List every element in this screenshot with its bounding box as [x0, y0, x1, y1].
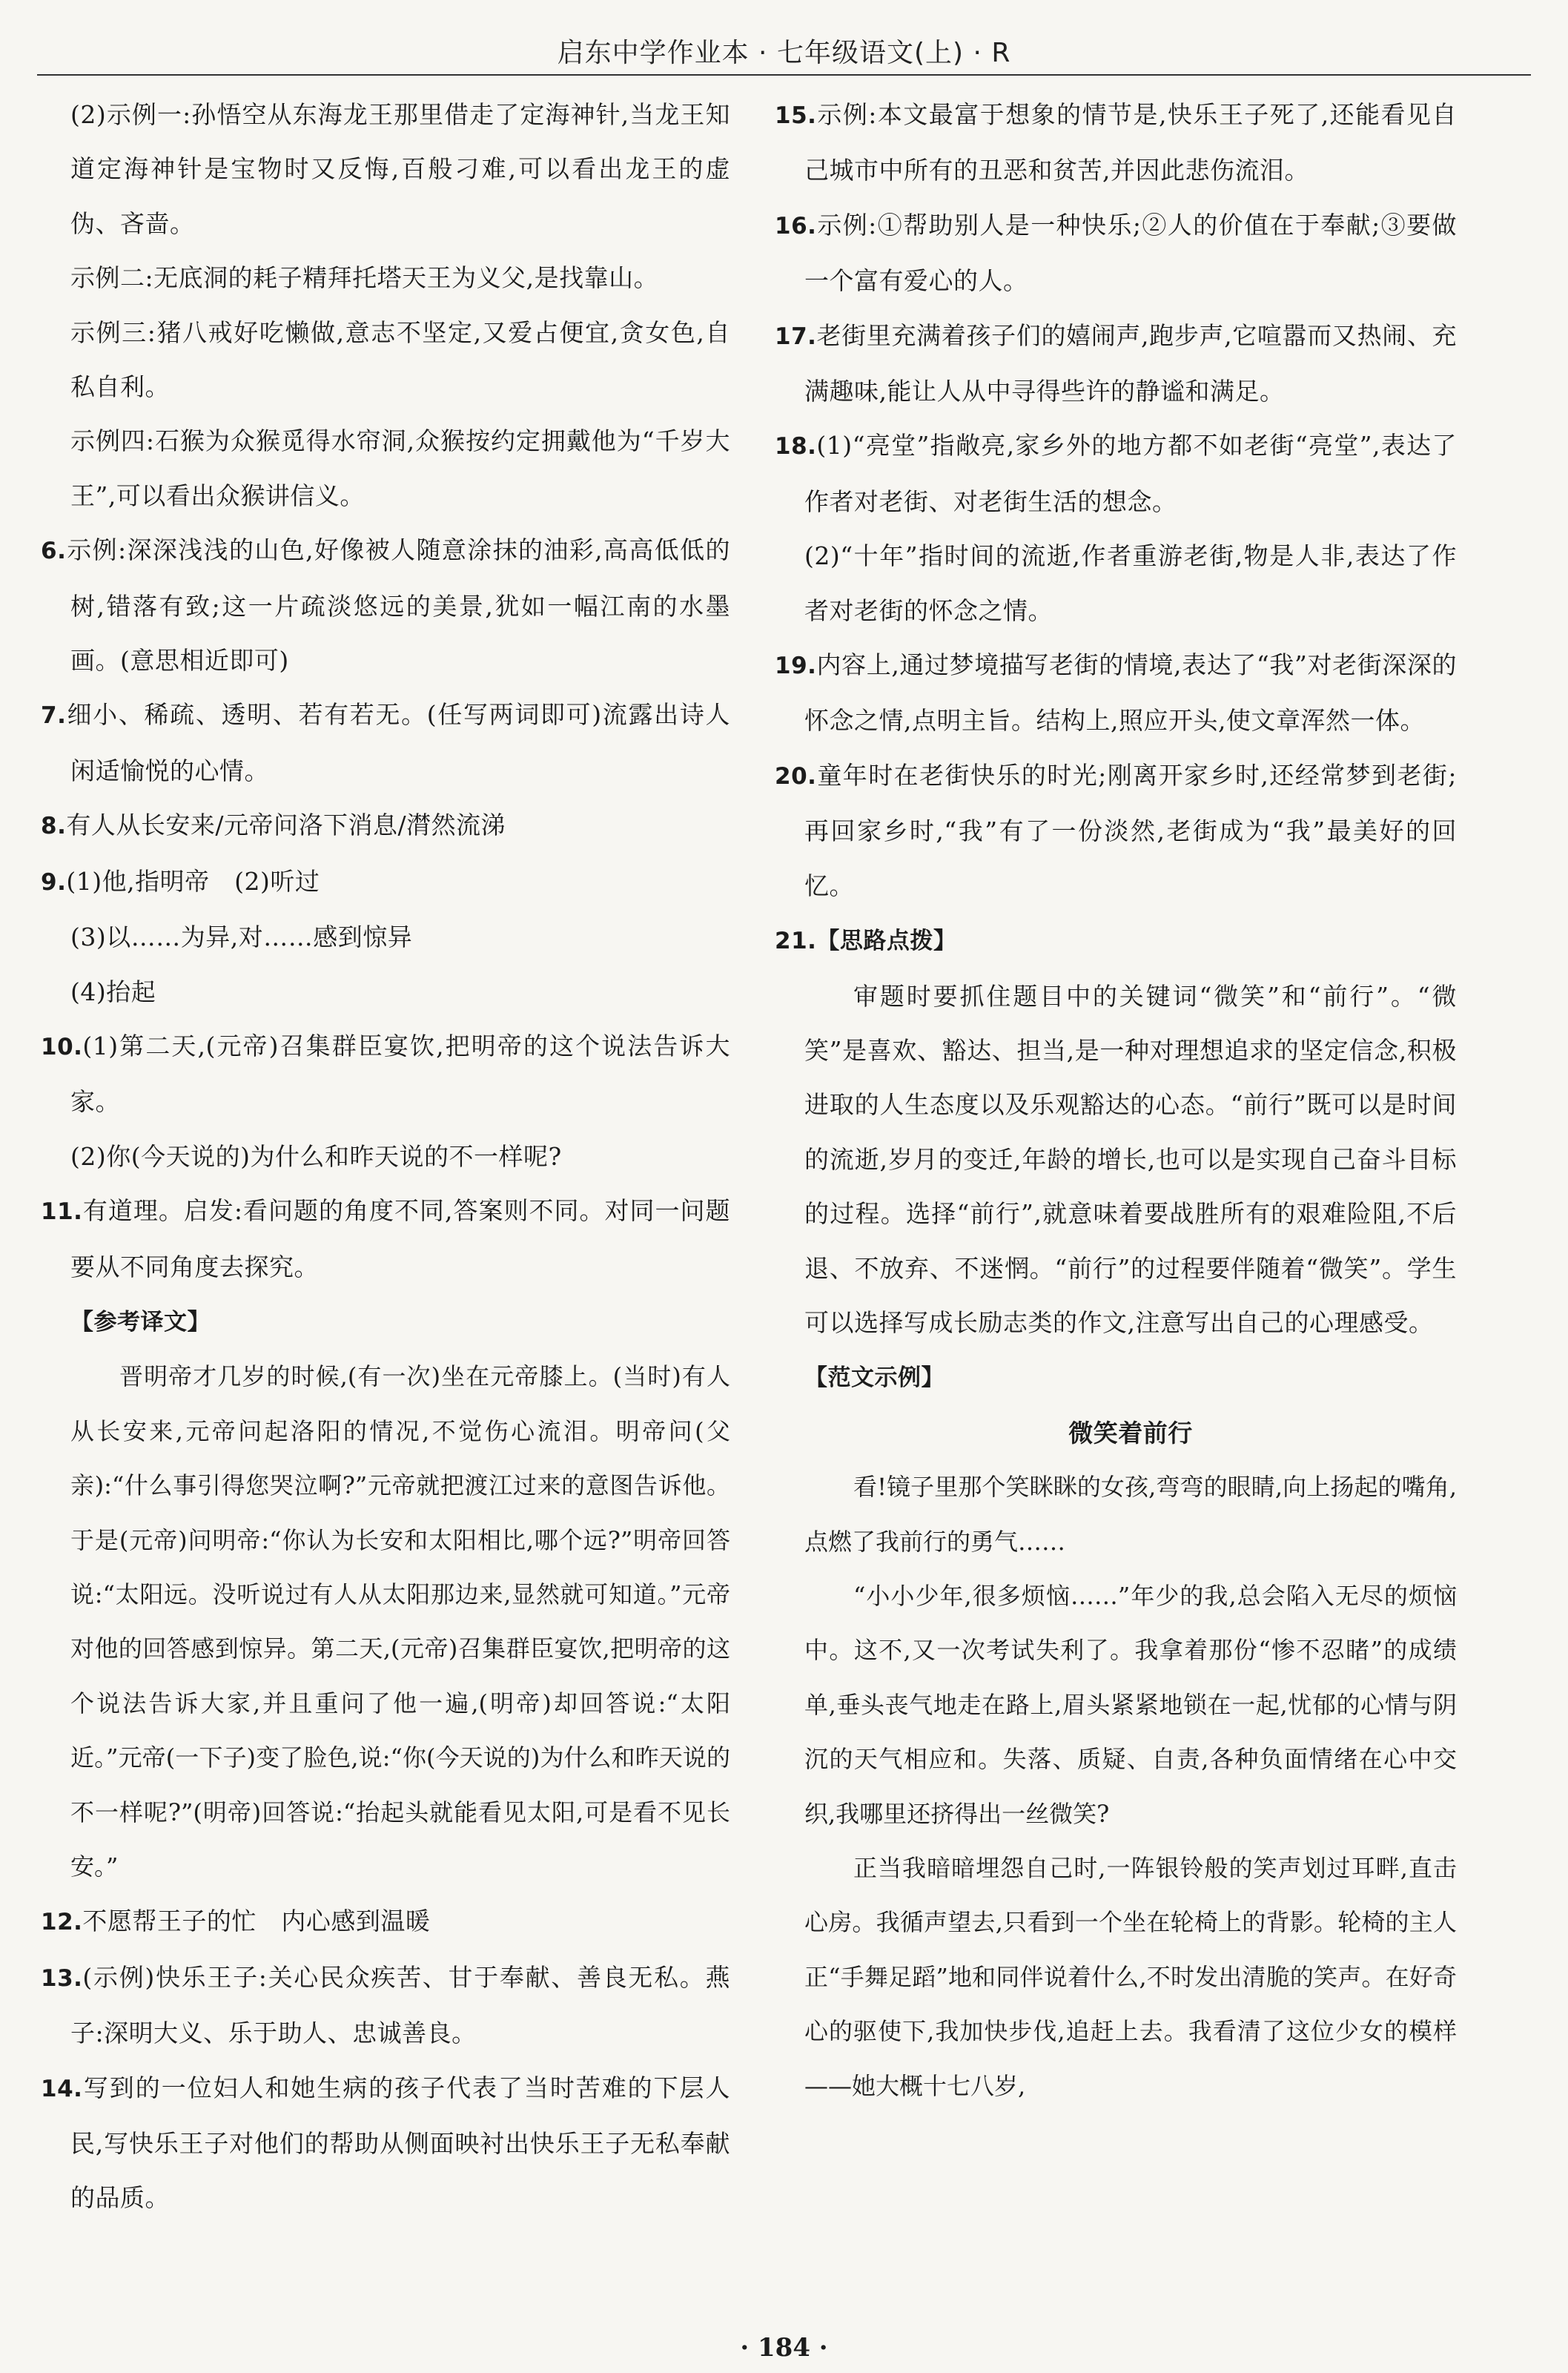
right-paragraph	[775, 1569, 1457, 1841]
question-number: 11.	[41, 1198, 83, 1226]
paragraph-text: 童年时在老街快乐的时光;刚离开家乡时,还经常梦到老街;再回家乡时,“我”有了一份淡然,老街成为“我”最美好的回忆。	[804, 760, 1457, 900]
left-paragraph	[41, 687, 730, 798]
paragraph-text: 细小、稀疏、透明、若有若无。(任写两词即可)流露出诗人闲适愉悦的心情。	[66, 700, 730, 785]
right-paragraph	[775, 308, 1457, 419]
paragraph-text: (2)“十年”指时间的流逝,作者重游老街,物是人非,表达了作者对老街的怀念之情。	[804, 541, 1457, 625]
question-number: 20.	[775, 762, 817, 790]
right-paragraph	[775, 1460, 1457, 1569]
section-tag: 【思路点拨】	[816, 928, 957, 955]
left-paragraph	[41, 854, 730, 910]
right-paragraph	[775, 1350, 1457, 1405]
question-number: 18.	[775, 433, 817, 461]
left-paragraph	[41, 523, 730, 687]
paragraph-text: 微笑着前行	[1068, 1418, 1193, 1448]
question-number: 6.	[41, 538, 67, 565]
left-paragraph	[41, 1184, 730, 1294]
question-number: 21.	[775, 928, 817, 955]
paragraph-text: (1)他,指明帝 (2)听过	[66, 866, 320, 896]
left-paragraph	[41, 2061, 730, 2225]
paragraph-text: (4)抬起	[70, 977, 156, 1006]
page-number: · 184 ·	[740, 2333, 828, 2363]
question-number: 15.	[775, 102, 817, 129]
right-paragraph	[775, 748, 1457, 913]
paragraph-text: (2)你(今天说的)为什么和昨天说的不一样呢?	[70, 1141, 562, 1171]
left-paragraph	[41, 1294, 730, 1350]
paragraph-text: (2)示例一:孙悟空从东海龙王那里借走了定海神针,当龙王知道定海神针是宝物时又反悔,百般刁难,可以看出龙王的虚伪、吝啬。	[70, 100, 730, 238]
question-number: 12.	[41, 1909, 83, 1936]
right-paragraph	[775, 1406, 1457, 1460]
left-paragraph	[41, 910, 730, 964]
paragraph-text: (1)“亮堂”指敞亮,家乡外的地方都不如老街“亮堂”,表达了作者对老街、对老街生活的想念。	[804, 431, 1457, 516]
paragraph-text: 写到的一位妇人和她生病的孩子代表了当时苦难的下层人民,写快乐王子对他们的帮助从侧面映衬出快乐王子无私奉献的品质。	[70, 2073, 730, 2213]
question-number: 17.	[775, 323, 817, 350]
right-paragraph	[775, 529, 1457, 638]
question-number: 10.	[41, 1033, 83, 1060]
right-paragraph	[775, 969, 1457, 1350]
right-paragraph	[775, 913, 1457, 968]
question-number: 8.	[41, 813, 67, 840]
right-paragraph	[775, 1841, 1457, 2113]
question-number: 13.	[41, 1964, 83, 1992]
paragraph-text: 示例:本文最富于想象的情节是,快乐王子死了,还能看见自己城市中所有的丑恶和贫苦,并因此悲伤流泪。	[804, 100, 1457, 185]
section-tag: 【参考译文】	[70, 1308, 211, 1336]
left-paragraph	[41, 798, 730, 854]
left-paragraph	[41, 1894, 730, 1950]
paragraph-text: 示例四:石猴为众猴觅得水帘洞,众猴按约定拥戴他为“千岁大王”,可以看出众猴讲信义。	[70, 426, 730, 510]
left-paragraph	[41, 414, 730, 523]
left-paragraph	[41, 306, 730, 415]
question-number: 7.	[41, 702, 67, 730]
left-paragraph	[41, 1019, 730, 1129]
section-tag: 【范文示例】	[804, 1364, 945, 1392]
left-paragraph	[41, 251, 730, 305]
left-column	[41, 88, 730, 2225]
paragraph-text: 老街里充满着孩子们的嬉闹声,跑步声,它喧嚣而又热闹、充满趣味,能让人从中寻得些许的静谧和满足。	[804, 320, 1457, 406]
paragraph-text: 正当我暗暗埋怨自己时,一阵银铃般的笑声划过耳畔,直击心房。我循声望去,只看到一个坐在轮椅上的背影。轮椅的主人正“手舞足蹈”地和同伴说着什么,不时发出清脆的笑声。在好奇心的驱使下,我加快步伐,追赶上去。我看清了这位少女的模样——她大概十七八岁,	[804, 1854, 1457, 2100]
question-number: 19.	[775, 653, 817, 680]
paragraph-text: 审题时要抓住题目中的关键词“微笑”和“前行”。“微笑”是喜欢、豁达、担当,是一种对理想追求的坚定信念,积极进取的人生态度以及乐观豁达的心态。“前行”既可以是时间的流逝,岁月的变迁,年龄的增长,也可以是实现自己奋斗目标的过程。选择“前行”,就意味着要战胜所有的艰难险阻,不后退、不放弃、不迷惘。“前行”的过程要伴随着“微笑”。学生可以选择写成长励志类的作文,注意写出自己的心理感受。	[804, 981, 1457, 1337]
paragraph-text: 示例三:猪八戒好吃懒做,意志不坚定,又爱占便宜,贪女色,自私自利。	[70, 317, 730, 402]
question-number: 9.	[41, 868, 67, 896]
left-paragraph	[41, 88, 730, 251]
paragraph-text: 有人从长安来/元帝问洛下消息/潸然流涕	[66, 811, 506, 840]
paragraph-text: 示例:①帮助别人是一种快乐;②人的价值在于奉献;③要做一个富有爱心的人。	[804, 210, 1457, 296]
page-header: 启东中学作业本 · 七年级语文(上) · R	[557, 38, 1011, 68]
right-paragraph	[775, 198, 1457, 308]
question-number: 14.	[41, 2075, 83, 2102]
right-paragraph	[775, 638, 1457, 748]
paragraph-text: 不愿帮王子的忙 内心感到温暖	[82, 1907, 431, 1936]
paragraph-text: (1)第二天,(元帝)召集群臣宴饮,把明帝的这个说法告诉大家。	[70, 1031, 730, 1117]
paragraph-text: (3)以……为异,对……感到惊异	[70, 923, 413, 952]
right-paragraph	[775, 88, 1457, 198]
paragraph-text: 晋明帝才几岁的时候,(有一次)坐在元帝膝上。(当时)有人从长安来,元帝问起洛阳的情况,不觉伤心流泪。明帝问(父亲):“什么事引得您哭泣啊?”元帝就把渡江过来的意图告诉他。于是(元帝)问明帝:“你认为长安和太阳相比,哪个远?”明帝回答说:“太阳远。没听说过有人从太阳那边来,显然就可知道。”元帝对他的回答感到惊异。第二天,(元帝)召集群臣宴饮,把明帝的这个说法告诉大家,并且重问了他一遍,(明帝)却回答说:“太阳近。”元帝(一下子)变了脸色,说:“你(今天说的)为什么和昨天说的不一样呢?”(明帝)回答说:“抬起头就能看见太阳,可是看不见长安。”	[70, 1362, 730, 1881]
header-rule	[37, 74, 1531, 76]
paragraph-text: 示例二:无底洞的耗子精拜托塔天王为义父,是找靠山。	[70, 263, 659, 293]
paragraph-text: 示例:深深浅浅的山色,好像被人随意涂抹的油彩,高高低低的树,错落有致;这一片疏淡悠远的美景,犹如一幅江南的水墨画。(意思相近即可)	[66, 535, 730, 676]
question-number: 16.	[775, 212, 817, 240]
right-paragraph	[775, 418, 1457, 529]
left-paragraph	[41, 1129, 730, 1184]
paragraph-text: 看!镜子里那个笑眯眯的女孩,弯弯的眼睛,向上扬起的嘴角,点燃了我前行的勇气……	[804, 1473, 1457, 1556]
paragraph-text: 有道理。启发:看问题的角度不同,答案则不同。对同一问题要从不同角度去探究。	[70, 1196, 730, 1281]
paragraph-text: (示例)快乐王子:关心民众疾苦、甘于奉献、善良无私。燕子:深明大义、乐于助人、忠诚善良。	[70, 1962, 730, 2048]
right-column	[775, 88, 1457, 2113]
left-paragraph	[41, 965, 730, 1019]
left-paragraph	[41, 1950, 730, 2061]
left-paragraph	[41, 1350, 730, 1894]
paragraph-text: “小小少年,很多烦恼……”年少的我,总会陷入无尽的烦恼中。这不,又一次考试失利了。我拿着那份“惨不忍睹”的成绩单,垂头丧气地走在路上,眉头紧紧地锁在一起,忧郁的心情与阴沉的天气相应和。失落、质疑、自责,各种负面情绪在心中交织,我哪里还挤得出一丝微笑?	[804, 1581, 1457, 1828]
paragraph-text: 内容上,通过梦境描写老街的情境,表达了“我”对老街深深的怀念之情,点明主旨。结构上,照应开头,使文章浑然一体。	[804, 650, 1457, 736]
